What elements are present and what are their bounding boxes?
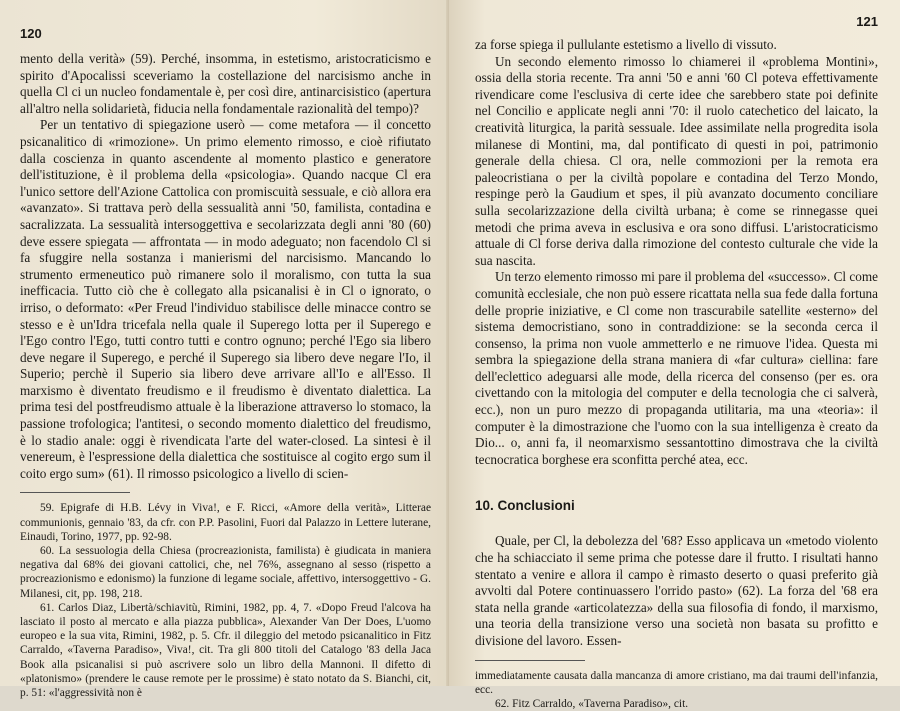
right-page [449,0,900,710]
body-text [20,51,431,482]
page-number: 121 [856,14,878,29]
body-text [475,533,878,649]
footnote-rule [20,492,130,493]
paragraph: Per un tentativo di spiegazione userò — come metafora — il concetto psicanalitico di «rimozione». Un primo elemento rimosso, e cioè rifiutato dalla coscienza in quanto ascendente al momento plastico e generatore dell'istituzione, è il problema della «psicologia». Quando nacque Cl era l'unico settore dell'Azione Cattolica con promiscuità sessuale, e ciò allora era «avanzato». Si trattava però della sessualità anni '50, familista, contadina e sacralizzata. La sessualità intersoggettiva e secolarizzata degli anni '80 (60) deve essere spiegata — affrontata — in modo adeguato; non facendolo Cl si fa sfuggire nella sostanza i manierismi del narcisismo. Mancando lo strumento ermeneutico può rimanere solo il moralismo, con tutta la sua inefficacia. Tutto ciò che è collegato alla psicanalisi è in Cl o ignorato, o irriso, o deformato: «Per Freud l'individuo stabilisce delle minacce contro se stesso e è un'Idra tricefala nella quale il Superego lotta per il Superego e l'Ego contro l'Ego, tutti contro tutti e contro ognuno; perché l'Ego sia libero deve negare il Superego, e perché il Superego sia libero deve negare l'Io, il Superio; perchè il Superio sia libero deve arrivare all'Io e all'Esso. Il marxismo è diventato freudismo e il freudismo è diventato dialettica. La prima tesi del postfreudismo attuale è la liberazione attraverso lo stomaco, la passione trofologica; l'antitesi, o secondo momento dialettico del freudismo, è lo stadio anale: oggi è rivendicata l'arte del water-closed. La sintesi è il venereum, è l'espressione della dialettica che sostituisce al cogito ergo sum il coito ergo sum» (61). Il rimosso psicologico a livello di scien- [20,117,431,481]
left-page [0,0,449,700]
paragraph: Un terzo elemento rimosso mi pare il problema del «successo». Cl come comunità ecclesiale, che non può essere ricattata nella sua fede dalla fortuna delle proprie iniziative, e Cl come non trascurabile satellite «esterno» del sistema democristiano, sono in contraddizione: se la seconda cerca il consenso, la prima non vuole ammetterlo e ne rimuove l'idea. Questa mi sembra la spiegazione della strana maniera di «far cultura» ciellina: fare dell'eclettico adeguarsi alle mode, della ricerca del consenso (per es. ora civettando con la mitologia del computer e della tecnologia che ci salverà, ecc.), non un puro mezzo di propaganda utilitaria, ma una «teoria»: il computer è la dimostrazione che l'uomo con la sua intelligenza è creato da Dio... o, anni fa, il neomarxismo sessantottino dimostrava che la civiltà tecnocratica borghese era sconfitta perché atea, ecc. [475,269,878,467]
section-heading: 10. Conclusioni [475,498,575,514]
body-text [475,37,878,468]
paragraph: Quale, per Cl, la debolezza del '68? Esso applicava un «metodo violento che ha schiacciato il seme prima che potesse dare il frutto. I risultati hanno stentato a venire e allora il campo è rimasto deserto o quasi preferito già avvolti dal Potere continuassero l'orrido pasto» (62). La forza del '68 era stata nella grande «articolatezza» della sua filosofia di fondo, il marxismo, una teoria della transizione verso una società non basata su profitto e divisione del lavoro. Essen- [475,533,878,648]
footnote: 59. Epigrafe di H.B. Lévy in Viva!, e F. Ricci, «Amore della verità», Litterae communionis, gennaio '83, da cfr. con P.P. Pasolini, Fuori dal Palazzo in Lettere luterane, Einaudi, Torino, 1977, pp. 92-98. [20,502,431,543]
paragraph: Un secondo elemento rimosso lo chiamerei il «problema Montini», ossia della storia recente. Tra anni '50 e anni '60 Cl poteva effettivamente rivendicare come l'esclusiva di certe idee che sarebbero state poi definite nel Concilio e applicate negli anni '70: il ruolo catechetico del laicato, la creatività liturgica, la parità sessuale. Idee assimilate nella progredita isola milanese di Montini, ma, dal pontificato di questi in poi, patrimonio generale della chiesa. Cl ora, nelle commozioni per la remota era paleocristiana o per la civiltà popolare e contadina del Terzo Mondo, respinge però la Gaudium et spes, il più avanzato documento conciliare sulla secolarizzazione della civiltà urbana; è come se rinnegasse quei metodi che prima aveva in esclusiva e ora sono diffusi. L'aristocraticismo attuale di Cl forse deriva dalla rimozione del contesto culturale che vide la sua nascita. [475,53,878,268]
footnote: 62. Fitz Carraldo, «Taverna Paradiso», cit. [495,698,689,710]
footnote-rule [475,660,585,661]
footnotes [475,669,878,711]
page-number: 120 [20,26,42,41]
paragraph: mento della verità» (59). Perché, insomma, in estetismo, aristocraticismo e spirito d'Apocalissi sceveriamo la costellazione del narcisismo anche in quella Cl ci un nucleo fondamentale è, per così dire, antinarcisistico (apertura all'altro nella solidarietà, fiducia nella fondamentale razionalità del tempo)? [20,51,431,116]
footnote: 60. La sessuologia della Chiesa (procreazionista, familista) è giudicata in maniera negativa dal 68% dei giovani cattolici, che, nel 76%, assegnano al sesso (rispetto a procreazionismo e edonismo) la funzione di legame sociale, affettivo, intersoggettivo - G. Milanesi, cit, pp. 198, 218. [20,545,431,600]
footnotes [20,501,431,700]
paragraph: za forse spiega il pullulante estetismo a livello di vissuto. [475,37,777,52]
footnote: 61. Carlos Diaz, Libertà/schiavitù, Rimini, 1982, pp. 4, 7. «Dopo Freud l'alcova ha lasciato il posto al mercato e alla piazza pubblica», Alexander Van Der Does, L'uomo europeo e la sua vita, Rimini, 1982, p. 5. Cfr. il dileggio del metodo psicanalitico in Fitz Carraldo, «Taverna Paradiso», Viva!, cit. Tra gli 800 titoli del Catalogo '83 della Jaca Book alla psicanalisi si può ascrivere solo un libro della Mannoni. Il difetto di «platonismo» (prendere le cause remote per le prossime) è stato notato da S. Bianchi, cit, p. 51: «l'aggressività non è [20,601,431,700]
footnote: immediatamente causata dalla mancanza di amore cristiano, ma dai traumi dell'infanzia, ecc. [475,669,878,696]
